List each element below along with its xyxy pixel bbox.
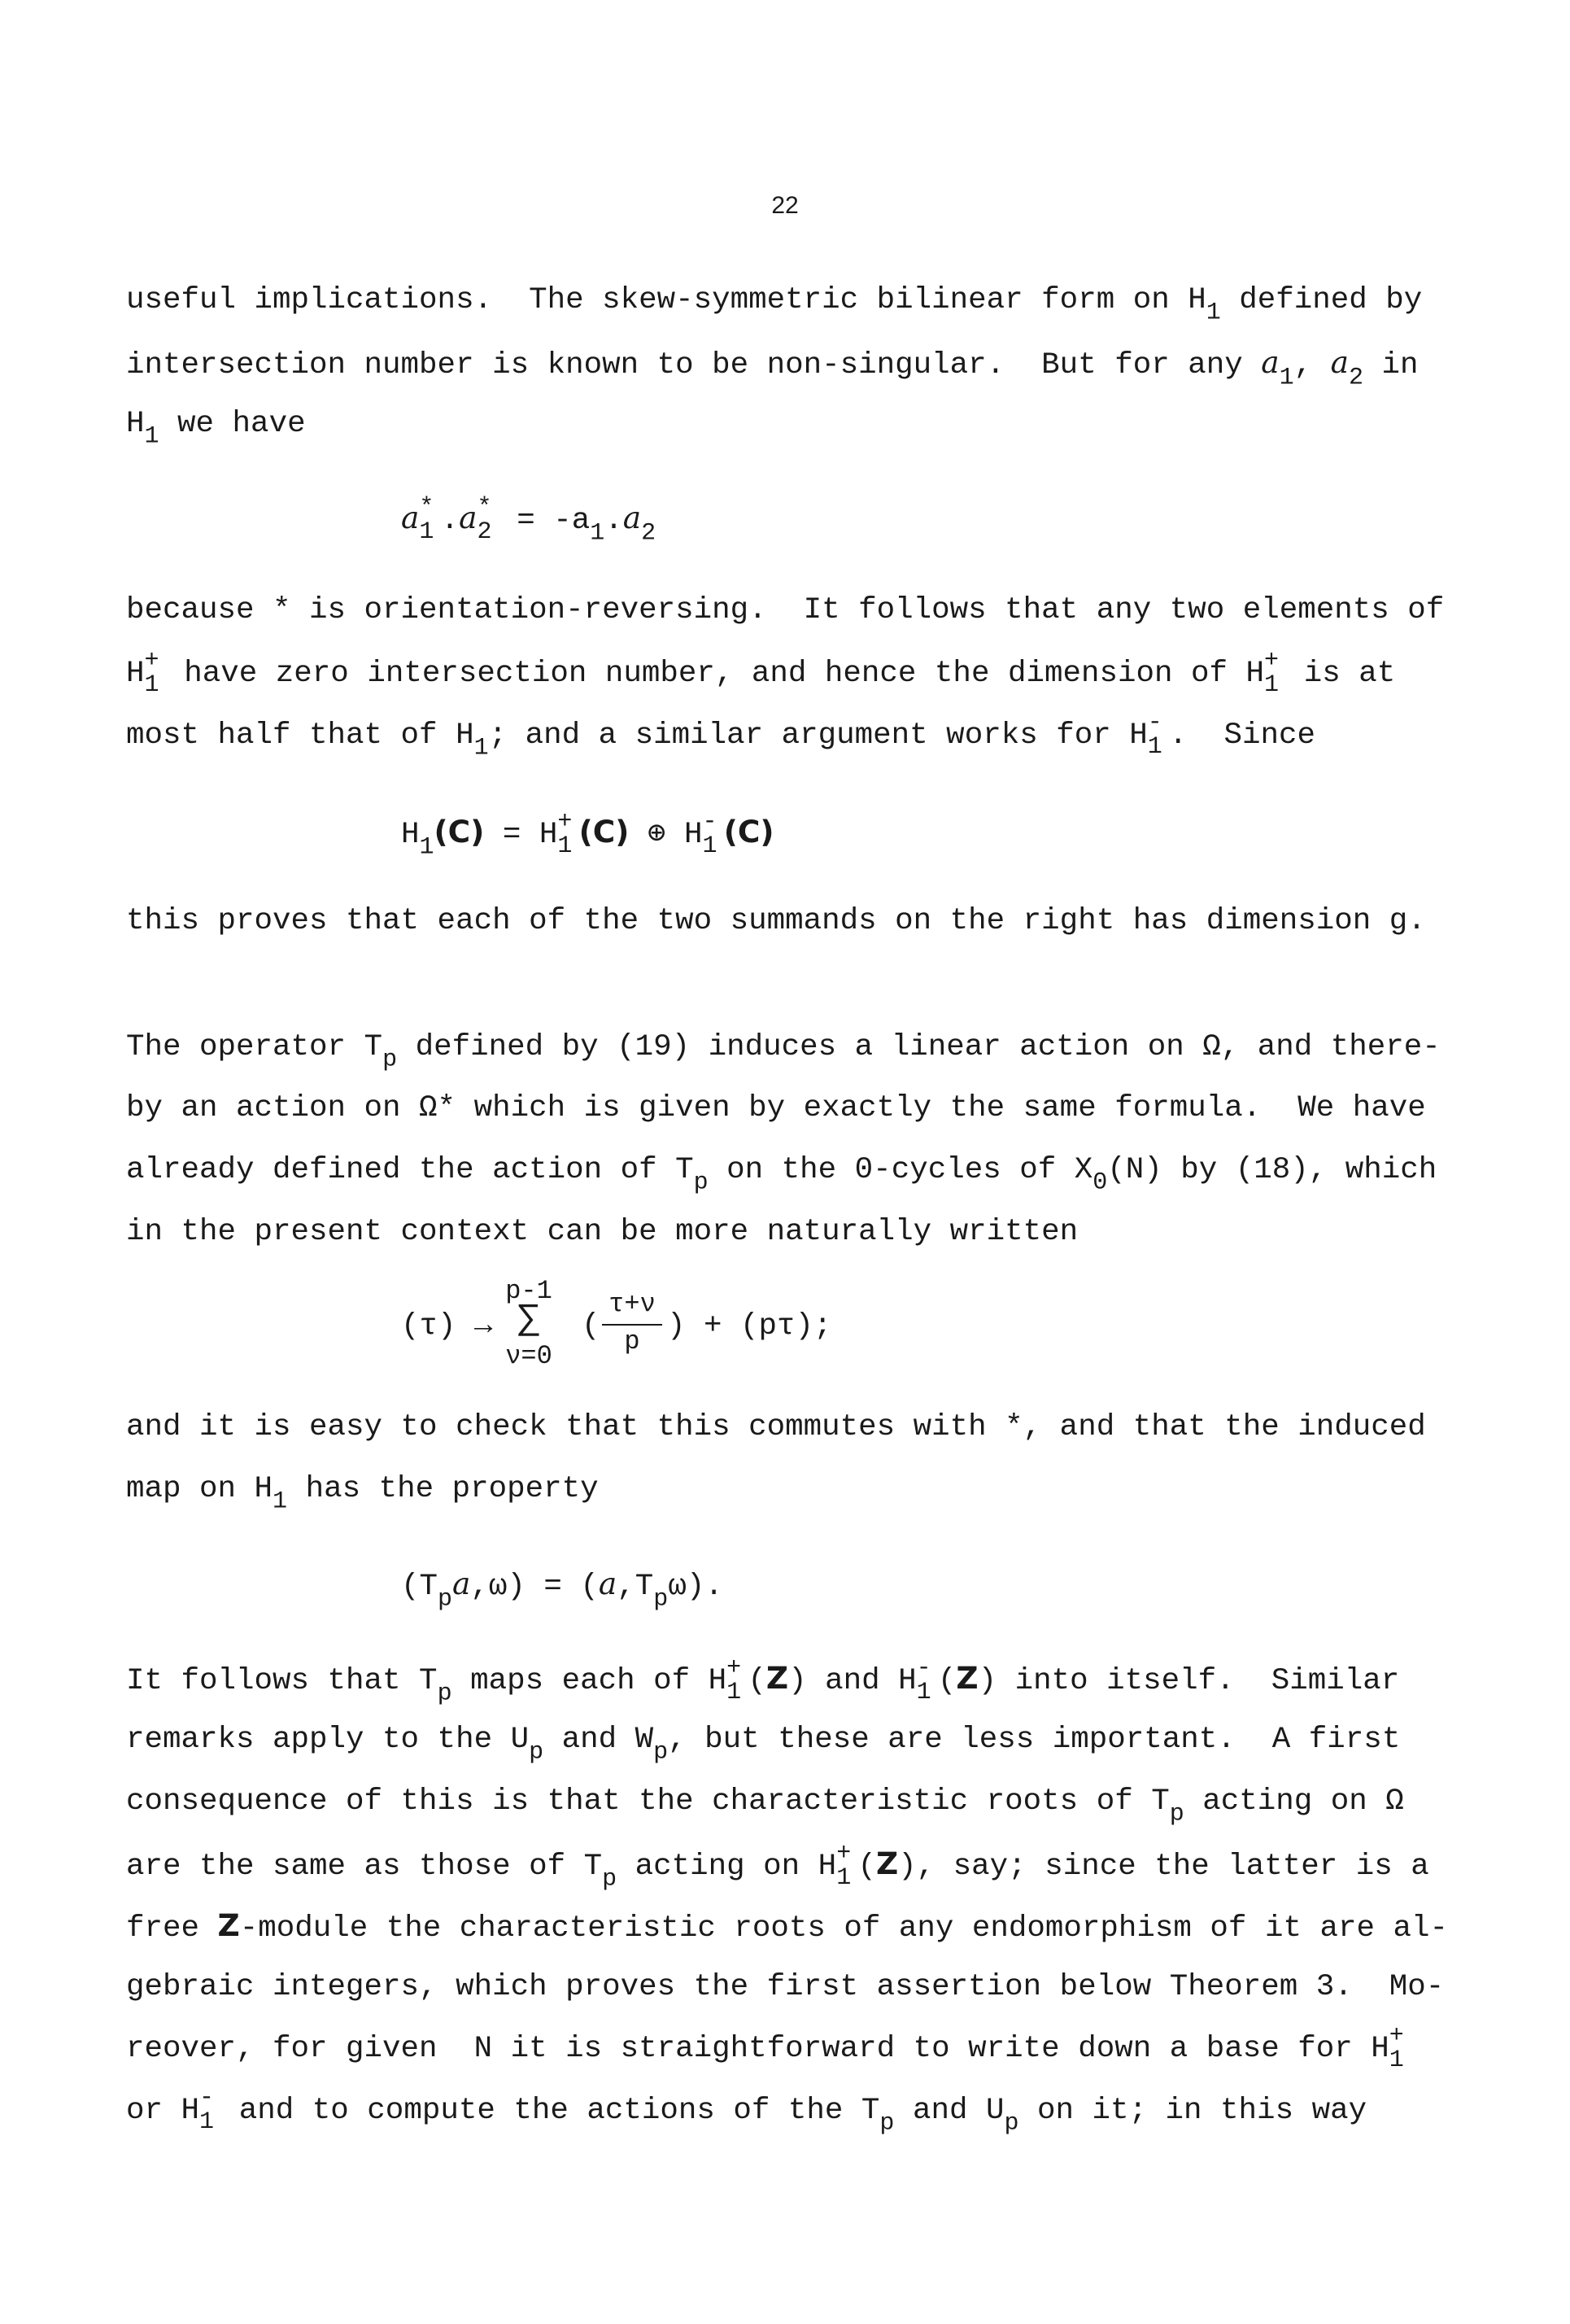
text-line: in the present context can be more naturally written	[126, 1215, 1079, 1249]
text-line: H + 1 have zero intersection number, and hence the dimension of H + 1 is at	[126, 646, 1396, 699]
text-line: by an action on Ω* which is given by exactly the same formula. We have	[126, 1091, 1426, 1125]
text-line: consequence of this is that the characteristic roots of $T_p$ acting on Ω	[126, 1784, 1404, 1828]
frac-denominator: p	[624, 1326, 640, 1356]
text-line: because * is orientation-reversing. It follows that any two elements of	[126, 593, 1445, 627]
fraction-bar	[602, 1324, 662, 1326]
text-line: are the same as those of $T_p$ acting on H + 1 (Z), say; since the latter is a	[126, 1839, 1429, 1894]
text-line: free Z-module the characteristic roots of any endomorphism of it are al-	[126, 1907, 1448, 1946]
text-line: most half that of $H_1$; and a similar argument works for H - 1 . Since	[126, 708, 1316, 762]
text-line: already defined the action of $T_p$ on the 0-cycles of $X_0(N)$ by (18), which	[126, 1153, 1437, 1197]
text-line: The operator $T_p$ defined by (19) induces a linear action on Ω, and there-	[126, 1030, 1441, 1074]
equation-conjugate-intersection: a * 1 .a * 2 = $-a_1.a_2$	[401, 493, 656, 548]
frac-numerator: τ+ν	[608, 1289, 656, 1319]
text-line: map on $H_1$ has the property	[126, 1472, 599, 1516]
equation-homology-decomposition: $H_1(C) = H$ + 1 (C) ⊕ H - 1 (C)	[401, 807, 774, 862]
text-line: intersection number is known to be non-singular. But for any $a_1$, $a_2$ in	[126, 344, 1419, 392]
text-line: reover, for given N it is straightforward to write down a base for H + 1	[126, 2021, 1404, 2074]
equation-adjoint-property: $(T_pa,\omega) = (a,T_p\omega)$.	[401, 1566, 723, 1614]
text-line: gebraic integers, which proves the first assertion below Theorem 3. Mo-	[126, 1970, 1445, 2004]
page-number: 22	[771, 192, 799, 219]
text-line: this proves that each of the two summands on the right has dimension g.	[126, 904, 1426, 938]
text-line: or H - 1 and to compute the actions of the $T_p$ and $U_p$ on it; in this way	[126, 2083, 1367, 2138]
text-line: and it is easy to check that this commutes with *, and that the induced	[126, 1410, 1426, 1444]
text-line: useful implications. The skew-symmetric bilinear form on $H_1$ defined by	[126, 283, 1423, 327]
frac-open-paren: (	[582, 1309, 600, 1343]
sum-lower-limit: ν=0	[505, 1341, 552, 1371]
equation-hecke-rhs: ) + (pτ);	[667, 1309, 832, 1343]
text-line: $H_1$ we have	[126, 407, 306, 451]
text-line: remarks apply to the $U_p$ and $W_p$, but these are less important. A first	[126, 1723, 1401, 1767]
equation-hecke-lhs: (τ) →	[401, 1309, 493, 1343]
sum-sigma: ∑	[517, 1299, 540, 1339]
sum-upper-limit: p-1	[505, 1276, 552, 1306]
text-line: It follows that $T_p$ maps each of H + 1 (Z) and H - 1 (Z) into itself. Similar	[126, 1653, 1400, 1708]
